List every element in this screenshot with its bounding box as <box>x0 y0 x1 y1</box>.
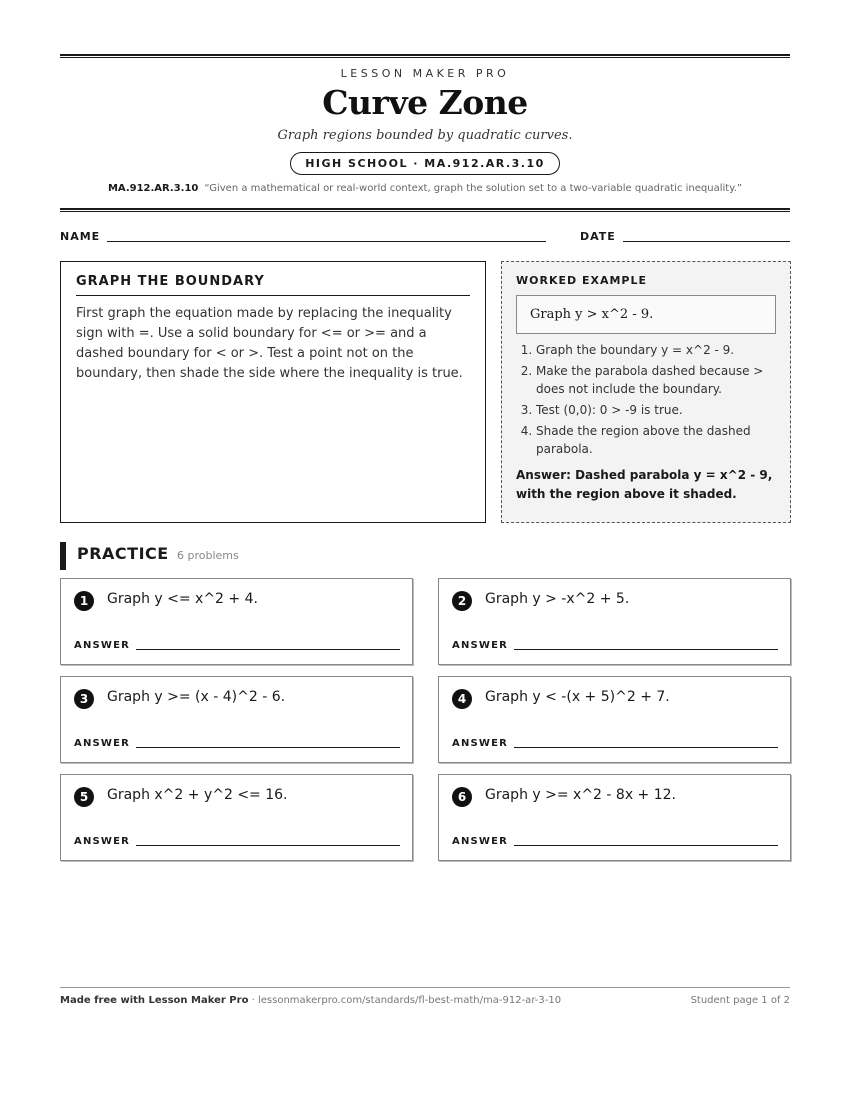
answer-field[interactable] <box>514 747 778 748</box>
practice-card <box>60 578 413 665</box>
problem-text: Graph y > -x^2 + 5. <box>485 591 630 607</box>
brand-label: LESSON MAKER PRO <box>340 67 510 80</box>
problem-number-badge: 5 <box>74 787 94 807</box>
worked-example-heading: WORKED EXAMPLE <box>516 274 647 287</box>
footer-made-with: Made free with Lesson Maker Pro <box>60 995 249 1006</box>
worked-example-steps <box>516 341 776 458</box>
problem-number-badge: 4 <box>452 689 472 709</box>
answer-label: ANSWER <box>74 738 131 749</box>
standard-description <box>0 183 850 194</box>
problem-number-badge: 3 <box>74 689 94 709</box>
boundary-heading: GRAPH THE BOUNDARY <box>76 274 470 296</box>
graph-boundary-box <box>60 261 486 523</box>
name-field[interactable] <box>107 241 546 242</box>
worked-step: 3. Test (0,0): 0 > -9 is true. <box>536 401 776 419</box>
answer-field[interactable] <box>136 747 400 748</box>
problem-text: Graph y < -(x + 5)^2 + 7. <box>485 689 670 705</box>
footer-rule <box>60 987 790 988</box>
worked-step: 4. Shade the region above the dashed parabola. <box>536 422 776 458</box>
practice-card <box>438 774 791 861</box>
problem-text: Graph y >= (x - 4)^2 - 6. <box>107 689 286 705</box>
worked-example-problem: Graph y > x^2 - 9. <box>516 295 776 334</box>
worked-example-box <box>501 261 791 523</box>
top-rule <box>60 54 790 58</box>
answer-label: ANSWER <box>452 640 509 651</box>
page-title: Curve Zone <box>322 83 528 122</box>
practice-accent-bar <box>60 542 66 570</box>
page-subtitle: Graph regions bounded by quadratic curves. <box>277 128 573 143</box>
problem-text: Graph x^2 + y^2 <= 16. <box>107 787 288 803</box>
name-label: NAME <box>60 230 101 243</box>
answer-field[interactable] <box>514 649 778 650</box>
answer-field[interactable] <box>514 845 778 846</box>
practice-card <box>438 676 791 763</box>
answer-label: ANSWER <box>74 640 131 651</box>
name-date-row <box>60 229 790 245</box>
footer-credit <box>60 995 561 1006</box>
date-label: DATE <box>580 230 616 243</box>
footer-url[interactable]: · lessonmakerpro.com/standards/fl-best-math/ma-912-ar-3-10 <box>248 995 562 1006</box>
practice-heading: PRACTICE <box>77 544 169 563</box>
answer-field[interactable] <box>136 649 400 650</box>
worked-step: 2. Make the parabola dashed because > does not include the boundary. <box>536 362 776 398</box>
grade-pill-wrap <box>0 152 850 175</box>
problem-number-badge: 2 <box>452 591 472 611</box>
standard-code: MA.912.AR.3.10 <box>107 183 199 194</box>
answer-label: ANSWER <box>74 836 131 847</box>
date-field[interactable] <box>623 241 790 242</box>
standard-text: “Given a mathematical or real-world context, graph the solution set to a two-variable quadratic inequality.” <box>204 183 743 194</box>
problem-number-badge: 6 <box>452 787 472 807</box>
worked-example-answer: Answer: Dashed parabola y = x^2 - 9, with the region above it shaded. <box>516 468 773 501</box>
answer-field[interactable] <box>136 845 400 846</box>
practice-card <box>60 774 413 861</box>
practice-card <box>60 676 413 763</box>
boundary-body: First graph the equation made by replacing the inequality sign with =. Use a solid boundary for <= or >= and a dashed boundary for < or >. Test a point not on the boundary, then shade the side where the inequality is true. <box>76 306 463 381</box>
problem-number-badge: 1 <box>74 591 94 611</box>
problem-text: Graph y <= x^2 + 4. <box>107 591 258 607</box>
practice-count: 6 problems <box>177 549 239 562</box>
answer-label: ANSWER <box>452 738 509 749</box>
header-bottom-rule <box>60 208 790 212</box>
answer-label: ANSWER <box>452 836 509 847</box>
problem-text: Graph y >= x^2 - 8x + 12. <box>485 787 677 803</box>
footer-page-number: Student page 1 of 2 <box>690 995 790 1006</box>
grade-standard-pill: HIGH SCHOOL · MA.912.AR.3.10 <box>290 152 560 175</box>
practice-card <box>438 578 791 665</box>
worked-step: 1. Graph the boundary y = x^2 - 9. <box>536 341 776 359</box>
